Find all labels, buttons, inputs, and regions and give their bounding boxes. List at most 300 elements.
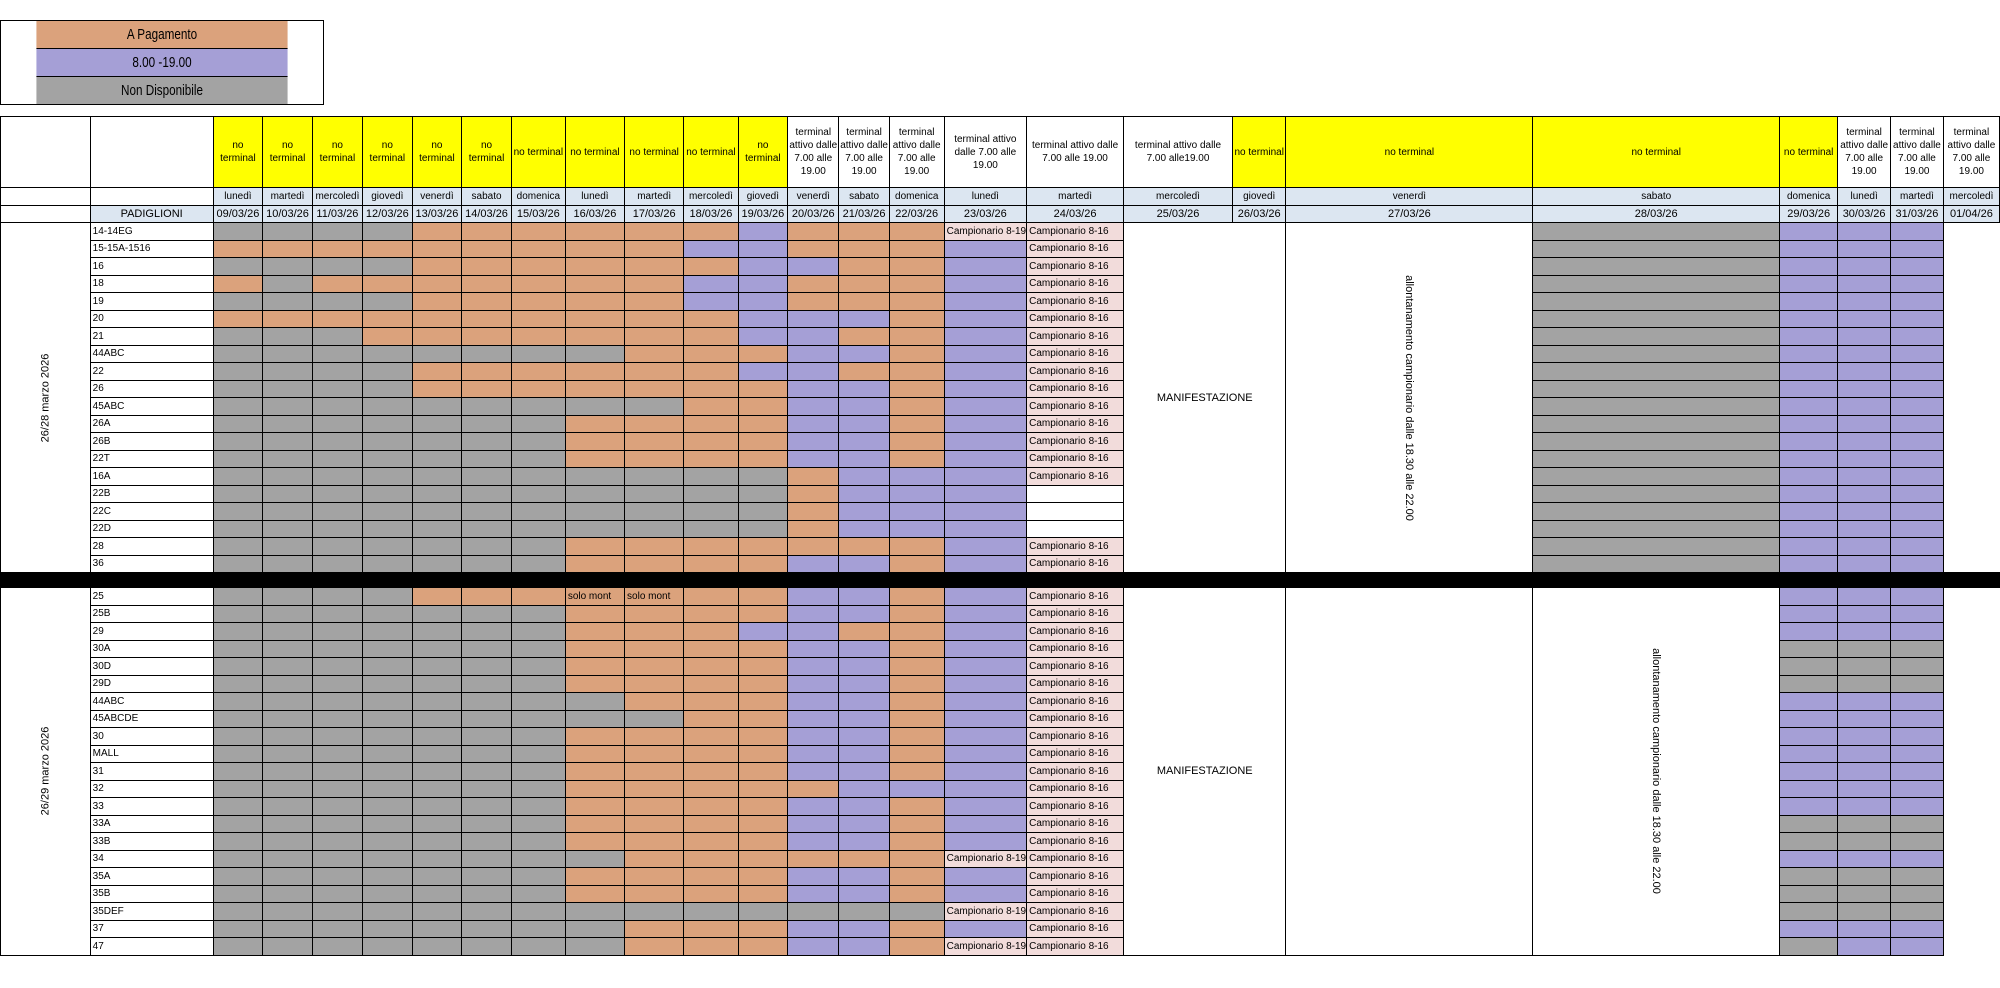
day-cell	[1838, 345, 1891, 363]
date-cell: 20/03/26	[788, 205, 839, 223]
day-cell	[511, 693, 565, 711]
table-row	[1, 275, 2000, 293]
day-cell	[312, 415, 362, 433]
day-cell	[889, 275, 944, 293]
day-cell	[1838, 240, 1891, 258]
table-row	[1, 555, 2000, 573]
day-cell	[565, 503, 624, 521]
date-cell: 23/03/26	[944, 205, 1027, 223]
day-cell	[565, 555, 624, 573]
weekday-cell: mercoledì	[1124, 188, 1233, 206]
day-cell	[738, 223, 788, 241]
day-cell	[412, 380, 462, 398]
day-cell	[788, 328, 839, 346]
day-cell	[565, 815, 624, 833]
day-cell	[363, 520, 413, 538]
day-cell	[1891, 745, 1944, 763]
day-cell	[263, 468, 313, 486]
day-cell	[1891, 938, 1944, 956]
day-cell	[1838, 223, 1891, 241]
campionario-cell: Campionario 8-16	[1027, 903, 1124, 921]
day-cell	[1780, 538, 1838, 556]
day-cell	[889, 555, 944, 573]
day-cell	[363, 868, 413, 886]
day-cell	[263, 240, 313, 258]
day-cell	[213, 328, 263, 346]
weekday-cell: mercoledì	[312, 188, 362, 206]
day-cell	[625, 328, 684, 346]
day-cell	[412, 415, 462, 433]
day-cell	[839, 833, 889, 851]
day-cell	[788, 658, 839, 676]
day-cell	[1780, 398, 1838, 416]
day-cell	[363, 903, 413, 921]
day-cell	[312, 398, 362, 416]
date-cell: 31/03/26	[1891, 205, 1944, 223]
day-cell	[738, 903, 788, 921]
table-row	[1, 398, 2000, 416]
day-cell	[565, 693, 624, 711]
day-cell	[1533, 485, 1780, 503]
day-cell	[788, 833, 839, 851]
day-cell	[1891, 780, 1944, 798]
day-cell	[889, 363, 944, 381]
day-cell	[1838, 605, 1891, 623]
day-cell	[412, 728, 462, 746]
day-cell	[1780, 710, 1838, 728]
terminal-status-cell: no terminal	[1286, 117, 1533, 188]
day-cell	[1780, 745, 1838, 763]
weekday-cell: domenica	[889, 188, 944, 206]
date-cell: 29/03/26	[1780, 205, 1838, 223]
day-cell	[1838, 850, 1891, 868]
day-cell	[363, 310, 413, 328]
day-cell	[1780, 310, 1838, 328]
day-cell	[412, 293, 462, 311]
day-cell	[684, 605, 738, 623]
day-cell	[839, 693, 889, 711]
day-cell	[1891, 833, 1944, 851]
day-cell	[263, 538, 313, 556]
day-cell	[738, 675, 788, 693]
day-cell	[263, 520, 313, 538]
day-cell	[684, 275, 738, 293]
day-cell	[213, 885, 263, 903]
day-cell	[1891, 605, 1944, 623]
weekday-cell: sabato	[462, 188, 512, 206]
day-cell	[1838, 763, 1891, 781]
day-cell	[462, 258, 512, 276]
day-cell	[1780, 415, 1838, 433]
day-cell	[462, 588, 512, 606]
day-cell	[788, 798, 839, 816]
day-cell	[738, 780, 788, 798]
event-cell: MANIFESTAZIONE	[1124, 223, 1286, 573]
day-cell	[312, 258, 362, 276]
campionario-cell: Campionario 8-16	[1027, 710, 1124, 728]
date-cell: 17/03/26	[625, 205, 684, 223]
padiglione-name: 30D	[90, 658, 213, 676]
day-cell	[363, 763, 413, 781]
day-cell	[839, 433, 889, 451]
day-cell	[944, 763, 1027, 781]
day-cell	[213, 450, 263, 468]
day-cell	[511, 640, 565, 658]
day-cell	[412, 815, 462, 833]
day-cell	[213, 658, 263, 676]
day-cell	[1891, 728, 1944, 746]
day-cell	[565, 640, 624, 658]
day-cell	[1891, 640, 1944, 658]
campionario-cell: Campionario 8-16	[1027, 815, 1124, 833]
campionario-cell: Campionario 8-16	[1027, 345, 1124, 363]
day-cell	[944, 885, 1027, 903]
day-cell	[839, 588, 889, 606]
day-cell	[312, 920, 362, 938]
campionario-cell: Campionario 8-16	[1027, 538, 1124, 556]
day-cell	[788, 240, 839, 258]
campionario-cell: Campionario 8-16	[1027, 763, 1124, 781]
sunday-note: allontanamento campionario dalle 18.30 alle 22.00	[1650, 648, 1663, 895]
terminal-status-cell: no terminal	[565, 117, 624, 188]
section-label	[1, 588, 91, 956]
day-cell	[462, 605, 512, 623]
day-cell	[263, 658, 313, 676]
day-cell	[839, 275, 889, 293]
campionario-cell: Campionario 8-16	[1027, 275, 1124, 293]
day-cell	[625, 833, 684, 851]
weekday-cell: martedì	[263, 188, 313, 206]
day-cell	[565, 258, 624, 276]
corner-cell	[1, 188, 91, 206]
day-cell	[1838, 485, 1891, 503]
padiglione-name: 15-15A-1516	[90, 240, 213, 258]
day-cell	[738, 258, 788, 276]
day-cell	[738, 240, 788, 258]
weekday-cell: giovedì	[738, 188, 788, 206]
saturday-note: allontanamento campionario dalle 18.30 alle 22.00	[1403, 274, 1416, 521]
day-cell	[889, 938, 944, 956]
day-cell	[625, 868, 684, 886]
day-cell	[363, 538, 413, 556]
day-cell	[1533, 345, 1780, 363]
day-cell	[839, 485, 889, 503]
day-cell	[738, 275, 788, 293]
day-cell	[263, 938, 313, 956]
day-cell	[213, 675, 263, 693]
day-cell	[788, 450, 839, 468]
day-cell	[511, 398, 565, 416]
day-cell	[412, 398, 462, 416]
day-cell	[312, 310, 362, 328]
day-cell	[1891, 903, 1944, 921]
day-cell	[312, 903, 362, 921]
day-cell	[738, 468, 788, 486]
day-cell	[565, 415, 624, 433]
day-cell	[363, 345, 413, 363]
weekday-cell: mercoledì	[1943, 188, 1999, 206]
day-cell	[839, 538, 889, 556]
padiglione-name: 21	[90, 328, 213, 346]
day-cell	[1891, 520, 1944, 538]
day-cell	[1780, 555, 1838, 573]
day-cell	[944, 433, 1027, 451]
day-cell	[944, 380, 1027, 398]
padiglione-name: 22B	[90, 485, 213, 503]
day-cell	[565, 293, 624, 311]
campionario-cell: Campionario 8-16	[1027, 433, 1124, 451]
day-cell	[788, 623, 839, 641]
day-cell	[511, 328, 565, 346]
date-cell: 09/03/26	[213, 205, 263, 223]
day-cell	[889, 345, 944, 363]
day-cell	[839, 503, 889, 521]
day-cell	[788, 745, 839, 763]
padiglione-name: 33	[90, 798, 213, 816]
day-cell	[839, 223, 889, 241]
day-cell	[263, 328, 313, 346]
weekday-cell: domenica	[511, 188, 565, 206]
day-cell	[565, 868, 624, 886]
day-cell	[363, 293, 413, 311]
table-row	[1, 223, 2000, 241]
day-cell	[363, 240, 413, 258]
day-cell	[312, 605, 362, 623]
day-cell	[1533, 223, 1780, 241]
day-cell	[511, 938, 565, 956]
day-cell	[213, 310, 263, 328]
day-cell	[263, 398, 313, 416]
day-cell	[565, 345, 624, 363]
day-cell	[1891, 798, 1944, 816]
day-cell	[738, 433, 788, 451]
day-cell	[839, 363, 889, 381]
campionario-cell: Campionario 8-16	[1027, 240, 1124, 258]
day-cell	[213, 588, 263, 606]
day-cell	[312, 240, 362, 258]
terminal-status-cell: terminal attivo dalle 7.00 alle 19.00	[1838, 117, 1891, 188]
day-cell: solo mont	[625, 588, 684, 606]
day-cell	[213, 380, 263, 398]
day-cell	[511, 258, 565, 276]
day-cell	[263, 258, 313, 276]
day-cell	[684, 433, 738, 451]
day-cell	[565, 468, 624, 486]
day-cell	[312, 485, 362, 503]
padiglione-name: 44ABC	[90, 693, 213, 711]
date-cell: 11/03/26	[312, 205, 362, 223]
legend-unavailable: Non Disponibile	[36, 77, 287, 104]
day-cell	[788, 693, 839, 711]
day-cell	[839, 520, 889, 538]
day-cell	[839, 798, 889, 816]
day-cell	[839, 450, 889, 468]
day-cell	[1780, 640, 1838, 658]
padiglione-name: 28	[90, 538, 213, 556]
header-day-row	[1, 188, 2000, 206]
day-cell	[889, 640, 944, 658]
day-cell	[1780, 938, 1838, 956]
day-cell: Campionario 8-19	[944, 903, 1027, 921]
terminal-status-cell: no terminal	[511, 117, 565, 188]
terminal-status-cell: no terminal	[312, 117, 362, 188]
day-cell	[839, 903, 889, 921]
day-cell	[839, 745, 889, 763]
day-cell	[889, 798, 944, 816]
day-cell	[625, 538, 684, 556]
day-cell	[625, 675, 684, 693]
day-cell	[462, 345, 512, 363]
campionario-cell: Campionario 8-16	[1027, 745, 1124, 763]
padiglioni-header: PADIGLIONI	[90, 205, 213, 223]
legend	[0, 20, 324, 105]
day-cell	[1533, 275, 1780, 293]
day-cell	[1780, 450, 1838, 468]
day-cell	[889, 763, 944, 781]
day-cell	[412, 798, 462, 816]
day-cell	[839, 815, 889, 833]
day-cell	[312, 798, 362, 816]
day-cell	[889, 398, 944, 416]
day-cell	[462, 293, 512, 311]
day-cell	[788, 728, 839, 746]
day-cell	[213, 275, 263, 293]
campionario-cell: Campionario 8-16	[1027, 310, 1124, 328]
day-cell	[788, 258, 839, 276]
day-cell	[312, 745, 362, 763]
day-cell	[944, 745, 1027, 763]
day-cell	[889, 605, 944, 623]
padiglione-name: 35DEF	[90, 903, 213, 921]
campionario-cell: Campionario 8-16	[1027, 798, 1124, 816]
day-cell	[462, 728, 512, 746]
day-cell	[1780, 763, 1838, 781]
day-cell	[462, 363, 512, 381]
day-cell	[1533, 538, 1780, 556]
day-cell	[684, 833, 738, 851]
terminal-status-cell: no terminal	[213, 117, 263, 188]
day-cell	[1780, 605, 1838, 623]
campionario-cell: Campionario 8-16	[1027, 640, 1124, 658]
day-cell	[1838, 588, 1891, 606]
day-cell	[625, 658, 684, 676]
padiglione-name: 16	[90, 258, 213, 276]
day-cell	[738, 745, 788, 763]
day-cell	[944, 328, 1027, 346]
day-cell	[625, 780, 684, 798]
day-cell	[1780, 903, 1838, 921]
day-cell: Campionario 8-19	[944, 223, 1027, 241]
day-cell	[1780, 363, 1838, 381]
day-cell	[1891, 450, 1944, 468]
weekday-cell: sabato	[839, 188, 889, 206]
day-cell	[1891, 293, 1944, 311]
day-cell	[213, 363, 263, 381]
padiglione-name: 19	[90, 293, 213, 311]
day-cell	[363, 380, 413, 398]
day-cell	[738, 763, 788, 781]
day-cell	[412, 310, 462, 328]
day-cell	[263, 728, 313, 746]
terminal-status-cell: no terminal	[1533, 117, 1780, 188]
day-cell	[738, 938, 788, 956]
date-cell: 18/03/26	[684, 205, 738, 223]
padiglione-name: 18	[90, 275, 213, 293]
day-cell	[462, 815, 512, 833]
day-cell	[788, 363, 839, 381]
section-label	[1, 223, 91, 573]
day-cell	[263, 293, 313, 311]
day-cell	[738, 415, 788, 433]
day-cell	[738, 293, 788, 311]
day-cell	[1891, 310, 1944, 328]
day-cell	[788, 850, 839, 868]
day-cell	[312, 833, 362, 851]
date-cell: 01/04/26	[1943, 205, 1999, 223]
day-cell	[263, 415, 313, 433]
terminal-status-cell: no terminal	[462, 117, 512, 188]
day-cell	[511, 363, 565, 381]
table-row	[1, 380, 2000, 398]
day-cell: solo mont	[565, 588, 624, 606]
day-cell	[1780, 520, 1838, 538]
day-cell	[565, 885, 624, 903]
terminal-status-cell: terminal attivo dalle 7.00 alle19.00	[1124, 117, 1233, 188]
day-cell	[839, 345, 889, 363]
day-cell	[1891, 398, 1944, 416]
day-cell	[565, 398, 624, 416]
day-cell	[944, 815, 1027, 833]
day-cell	[944, 710, 1027, 728]
day-cell	[363, 275, 413, 293]
day-cell	[684, 763, 738, 781]
day-cell	[462, 380, 512, 398]
date-cell: 27/03/26	[1286, 205, 1533, 223]
table-row	[1, 520, 2000, 538]
day-cell	[839, 640, 889, 658]
day-cell	[462, 275, 512, 293]
day-cell	[839, 780, 889, 798]
day-cell	[1838, 450, 1891, 468]
table-row	[1, 450, 2000, 468]
table-row	[1, 433, 2000, 451]
day-cell	[839, 398, 889, 416]
day-cell	[312, 658, 362, 676]
terminal-status-cell: terminal attivo dalle 7.00 alle 19.00	[788, 117, 839, 188]
day-cell	[889, 503, 944, 521]
terminal-status-cell: terminal attivo dalle 7.00 alle 19.00	[1943, 117, 1999, 188]
terminal-status-cell: no terminal	[412, 117, 462, 188]
day-cell	[1838, 555, 1891, 573]
day-cell	[462, 938, 512, 956]
day-cell	[263, 903, 313, 921]
day-cell	[788, 885, 839, 903]
day-cell	[625, 380, 684, 398]
day-cell	[213, 415, 263, 433]
day-cell	[312, 275, 362, 293]
day-cell	[625, 605, 684, 623]
table-row	[1, 503, 2000, 521]
day-cell	[1780, 798, 1838, 816]
day-cell	[511, 485, 565, 503]
day-cell	[263, 485, 313, 503]
day-cell	[213, 798, 263, 816]
campionario-cell: Campionario 8-16	[1027, 675, 1124, 693]
padiglione-name: 20	[90, 310, 213, 328]
terminal-status-cell: no terminal	[1780, 117, 1838, 188]
schedule-grid	[0, 116, 2000, 956]
day-cell	[511, 345, 565, 363]
